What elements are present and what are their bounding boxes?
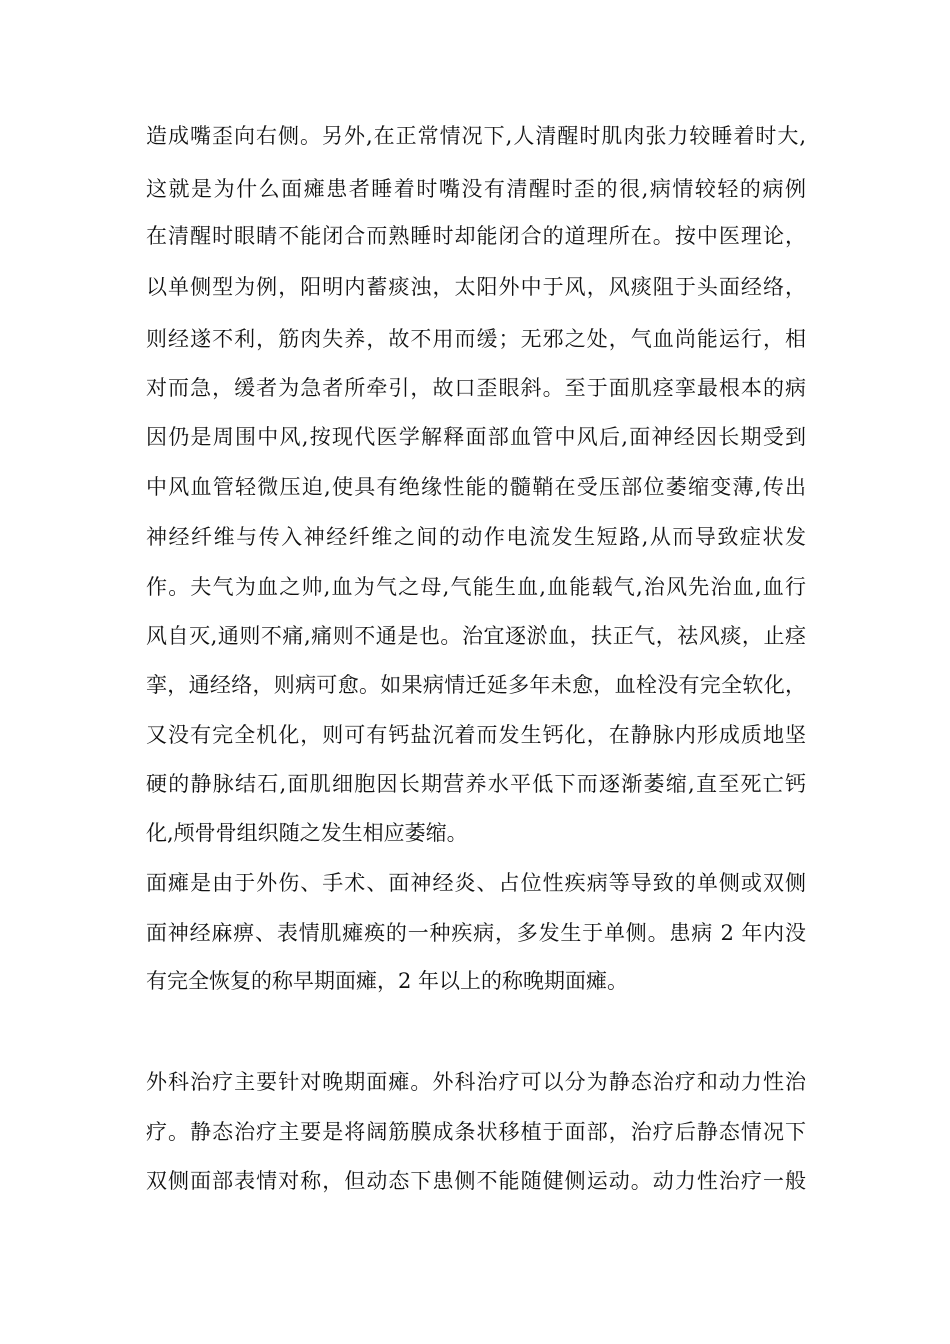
text-line: 又没有完全机化，则可有钙盐沉着而发生钙化，在静脉内形成质地坚: [146, 723, 806, 747]
text-line: 在清醒时眼睛不能闭合而熟睡时却能闭合的道理所在。按中医理论，: [146, 224, 806, 248]
text-line: 造成嘴歪向右侧。另外,在正常情况下,人清醒时肌肉张力较睡着时大,: [146, 124, 806, 148]
text-line: 以单侧型为例，阳明内蓄痰浊，太阳外中于风，风痰阻于头面经络，: [146, 275, 806, 299]
text-line: 则经遂不利，筋肉失养，故不用而缓；无邪之处，气血尚能运行，相: [146, 327, 806, 351]
text-line: 化,颅骨骨组织随之发生相应萎缩。: [146, 821, 468, 845]
text-line: 面瘫是由于外伤、手术、面神经炎、占位性疾病等导致的单侧或双侧: [146, 871, 806, 895]
text-line: 疗。静态治疗主要是将阔筋膜成条状移植于面部，治疗后静态情况下: [146, 1120, 806, 1144]
text-line: 有完全恢复的称早期面瘫，2 年以上的称晚期面瘫。: [146, 969, 629, 993]
text-line: 中风血管轻微压迫,使具有绝缘性能的髓鞘在受压部位萎缩变薄,传出: [146, 475, 806, 499]
text-line: 挛，通经络，则病可愈。如果病情迁延多年未愈，血栓没有完全软化，: [146, 673, 806, 697]
text-line: 面神经麻痹、表情肌瘫痪的一种疾病，多发生于单侧。患病 2 年内没: [146, 921, 806, 945]
text-line: 外科治疗主要针对晚期面瘫。外科治疗可以分为静态治疗和动力性治: [146, 1070, 806, 1094]
text-line: 这就是为什么面瘫患者睡着时嘴没有清醒时歪的很,病情较轻的病例: [146, 177, 806, 201]
text-line: 双侧面部表情对称，但动态下患侧不能随健侧运动。动力性治疗一般: [146, 1169, 806, 1193]
text-line: 因仍是周围中风,按现代医学解释面部血管中风后,面神经因长期受到: [146, 425, 806, 449]
text-line: 对而急，缓者为急者所牵引，故口歪眼斜。至于面肌痉挛最根本的病: [146, 376, 806, 400]
text-line: 硬的静脉结石,面肌细胞因长期营养水平低下而逐渐萎缩,直至死亡钙: [146, 772, 806, 796]
text-line: 作。夫气为血之帅,血为气之母,气能生血,血能载气,治风先治血,血行: [146, 575, 806, 599]
text-line: 神经纤维与传入神经纤维之间的动作电流发生短路,从而导致症状发: [146, 525, 806, 549]
text-line: 风自灭,通则不痛,痛则不通是也。治宜逐淤血，扶正气，祛风痰，止痉: [146, 624, 806, 648]
